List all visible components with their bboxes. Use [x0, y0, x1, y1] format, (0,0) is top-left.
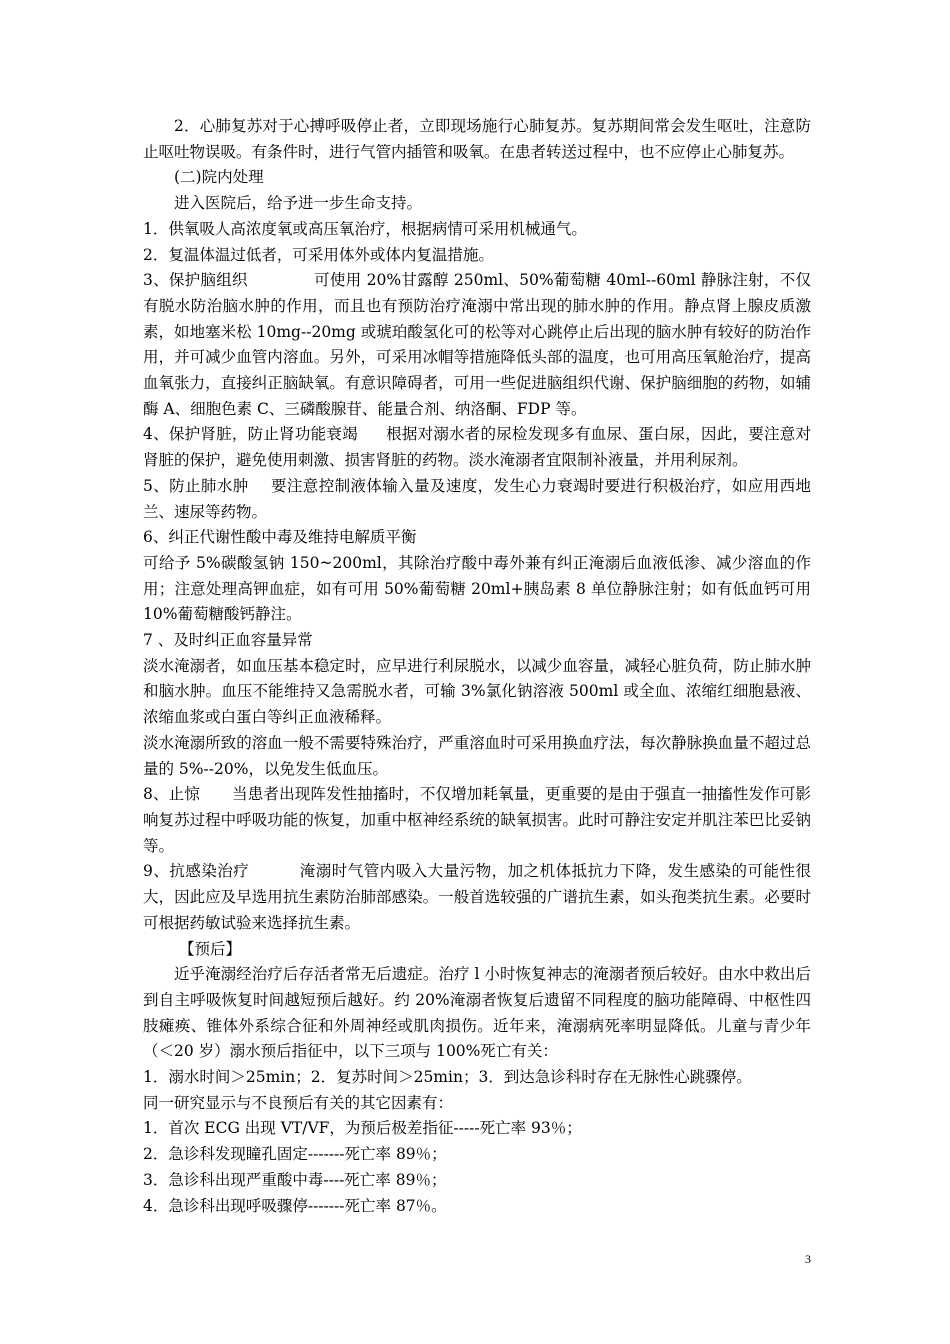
list-item-anticonvulsant	[143, 782, 811, 859]
page-number: 3	[805, 1252, 811, 1266]
list-item-oxygen: 1．供氧吸人高浓度氧或高压氧治疗，根据病情可采用机械通气。	[143, 219, 587, 238]
item-text: 当患者出现阵发性抽搐时，不仅增加耗氧量，更重要的是由于强直一抽搐性发作可影响复苏过程中呼吸功能的恢复，加重中枢神经系统的缺氧损害。此时可静注安定并肌注苯巴比妥钠等。	[143, 785, 811, 855]
list-item-pulmonary-edema	[143, 474, 811, 525]
heading-prognosis: 【预后】	[179, 939, 242, 958]
list-item-acidosis-heading: 6、纠正代谢性酸中毒及维持电解质平衡	[143, 528, 417, 547]
item-text: 要注意控制液体输入量及速度，发生心力衰竭时要进行积极治疗，如应用西地兰、速尿等药物。	[143, 476, 811, 521]
list-item-kidney-protection	[143, 422, 811, 473]
list-item-acidosis-text: 可给予 5%碳酸氢钠 150~200ml，其除治疗酸中毒外兼有纠正淹溺后血液低渗、减少溶血的作用；注意处理高钾血症，如有可用 50%葡萄糖 20ml+胰岛素 8 单位静脉注射；如有低血钙可用 10%葡萄糖酸钙静注。	[143, 553, 811, 624]
factor-item-1: 1．首次 ECG 出现 VT/VF，为预后极差指征-----死亡率 93％；	[143, 1119, 582, 1138]
item-title: 5、防止肺水肿	[143, 476, 249, 495]
paragraph-intro: 进入医院后，给予进一步生命支持。	[174, 194, 423, 213]
document-body	[143, 114, 811, 1219]
item-text: 根据对溺水者的尿检发现多有血尿、蛋白尿，因此，要注意对肾脏的保护，避免使用刺激、损害肾脏的药物。淡水淹溺者宜限制补液量，并用利尿剂。	[143, 425, 811, 470]
factor-item-3: 3．急诊科出现严重酸中毒----死亡率 89％；	[143, 1170, 447, 1189]
item-title: 4、保护肾脏，防止肾功能衰竭	[143, 425, 358, 444]
item-text: 可使用 20%甘露醇 250ml、50%葡萄糖 40ml--60ml 静脉注射，不仅有脱水防治脑水肿的作用，而且也有预防治疗淹溺中常出现的肺水肿的作用。静点肾上腺皮质激素，如地塞米松 10mg--20mg 或琥珀酸氢化可的松等对心跳停止后出现的脑水肿有较好的防治作用，并可减少血管内溶血。另外，可采用冰帽等措施降低头部的温度，也可用高压氧舱治疗，提高血氧张力，直接纠正脑缺氧。有意识障碍者，可用一些促进脑组织代谢、保护脑细胞的药物，如辅酶 A、细胞色素 C、三磷酸腺苷、能量合剂、纳洛酮、FDP 等。	[143, 271, 811, 418]
item-text: 淹溺时气管内吸入大量污物，加之机体抵抗力下降，发生感染的可能性很大，因此应及早选用抗生素防治肺部感染。一般首选较强的广谱抗生素，如头孢类抗生素。必要时可根据药敏试验来选择抗生素。	[143, 862, 811, 932]
list-item-rewarming: 2．复温体温过低者，可采用体外或体内复温措施。	[143, 245, 494, 264]
heading-in-hospital-treatment: (二)院内处理	[174, 168, 264, 187]
paragraph-prognosis: 近乎淹溺经治疗后存活者常无后遗症。治疗 l 小时恢复神志的淹溺者预后较好。由水中救出后到自主呼吸恢复时间越短预后越好。约 20%淹溺者恢复后遗留不同程度的脑功能障碍、中枢性四肢瘫痪、锥体外系综合征和外周神经或肌肉损伤。近年来，淹溺病死率明显降低。儿童与青少年（＜20 岁）溺水预后指征中，以下三项与 100%死亡有关：	[143, 965, 811, 1061]
item-title: 3、保护脑组织	[143, 271, 248, 290]
paragraph-three-indicators: 1．溺水时间＞25min；2．复苏时间＞25min；3．到达急诊科时存在无脉性心跳骤停。	[143, 1068, 752, 1087]
factor-item-2: 2．急诊科发现瞳孔固定-------死亡率 89％；	[143, 1145, 447, 1164]
item-title: 9、抗感染治疗	[143, 862, 250, 881]
list-item-volume-heading: 7 、及时纠正血容量异常	[143, 631, 313, 650]
list-item-volume-text-b: 淡水淹溺所致的溶血一般不需要特殊治疗，严重溶血时可采用换血疗法，每次静脉换血量不超过总量的 5%--20%，以免发生低血压。	[143, 733, 811, 778]
paragraph-study-intro: 同一研究显示与不良预后有关的其它因素有：	[143, 1093, 454, 1112]
item-title: 8、止惊	[143, 785, 200, 804]
paragraph-cpr: 2．心肺复苏对于心搏呼吸停止者，立即现场施行心肺复苏。复苏期间常会发生呕吐，注意防止呕吐物误吸。有条件时，进行气管内插管和吸氧。在患者转送过程中，也不应停止心肺复苏。	[143, 117, 811, 161]
factor-item-4: 4．急诊科出现呼吸骤停-------死亡率 87％。	[143, 1196, 447, 1215]
list-item-brain-protection	[143, 268, 811, 422]
list-item-volume-text-a: 淡水淹溺者，如血压基本稳定时，应早进行利尿脱水，以减少血容量，减轻心脏负荷，防止肺水肿和脑水肿。血压不能维持又急需脱水者，可输 3%氯化钠溶液 500ml 或全血、浓缩红细胞悬液、浓缩血浆或白蛋白等纠正血液稀释。	[143, 656, 811, 727]
list-item-anti-infection	[143, 859, 811, 936]
